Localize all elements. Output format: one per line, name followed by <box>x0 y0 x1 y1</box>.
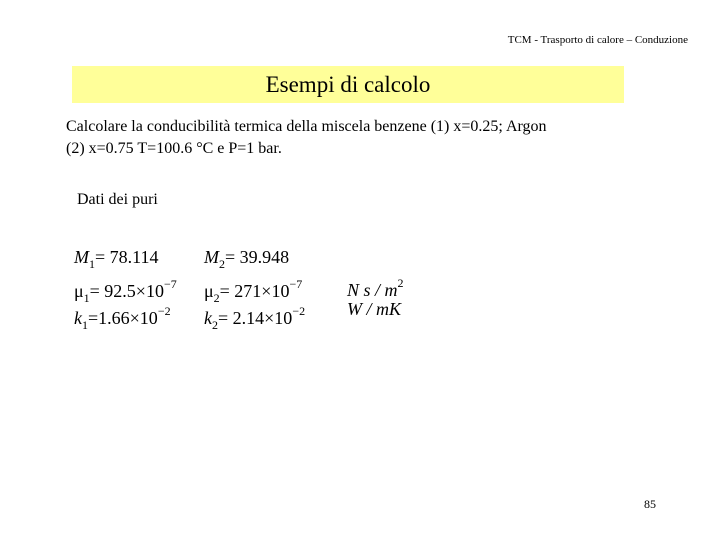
viscosity-1-symbol: μ <box>74 281 84 301</box>
conductivity-2-exponent: −2 <box>292 304 306 318</box>
molar-mass-2-index: 2 <box>219 257 225 271</box>
molar-mass-1-value: = 78.114 <box>95 247 159 267</box>
viscosity-2-index: 2 <box>213 291 220 305</box>
conductivity-2-value: = 2.14×10 <box>218 308 293 328</box>
viscosity-unit-text: N s / m <box>347 280 398 300</box>
viscosity-1-value: = 92.5×10 <box>89 281 164 301</box>
viscosity-2-symbol: μ <box>204 281 214 301</box>
viscosity-unit <box>347 276 404 301</box>
pure-data-heading: Dati dei puri <box>77 191 158 208</box>
conductivity-1-symbol: k <box>74 308 82 328</box>
molar-mass-1-index: 1 <box>89 257 95 271</box>
molar-mass-2-symbol: M <box>204 247 219 267</box>
conductivity-2 <box>204 300 305 336</box>
molar-mass-2 <box>204 246 289 275</box>
molar-mass-1-symbol: M <box>74 247 89 267</box>
conductivity-unit: W / mK <box>347 299 401 319</box>
viscosity-unit-exponent: 2 <box>397 276 404 290</box>
conductivity-1-index: 1 <box>82 318 88 332</box>
problem-statement <box>66 116 656 160</box>
problem-line-2: (2) x=0.75 T=100.6 °C e P=1 bar. <box>66 140 282 157</box>
viscosity-2-exponent: −7 <box>289 277 303 291</box>
title-bar <box>72 66 624 103</box>
molar-mass-2-value: = 39.948 <box>225 247 290 267</box>
problem-line-1: Calcolare la conducibilità termica della miscela benzene (1) x=0.25; Argon <box>66 118 547 135</box>
viscosity-1-exponent: −7 <box>163 277 177 291</box>
header-text: TCM - Trasporto di calore – Conduzione <box>507 34 688 46</box>
conductivity-2-index: 2 <box>212 318 218 332</box>
conductivity-2-symbol: k <box>204 308 212 328</box>
conductivity-1-exponent: −2 <box>157 304 171 318</box>
molar-mass-1 <box>74 246 158 275</box>
viscosity-1-index: 1 <box>83 291 90 305</box>
conductivity-1 <box>74 300 171 336</box>
page-number: 85 <box>644 497 656 511</box>
slide-title: Esempi di calcolo <box>265 72 431 97</box>
viscosity-2-value: = 271×10 <box>219 281 290 301</box>
conductivity-1-value: =1.66×10 <box>88 308 158 328</box>
